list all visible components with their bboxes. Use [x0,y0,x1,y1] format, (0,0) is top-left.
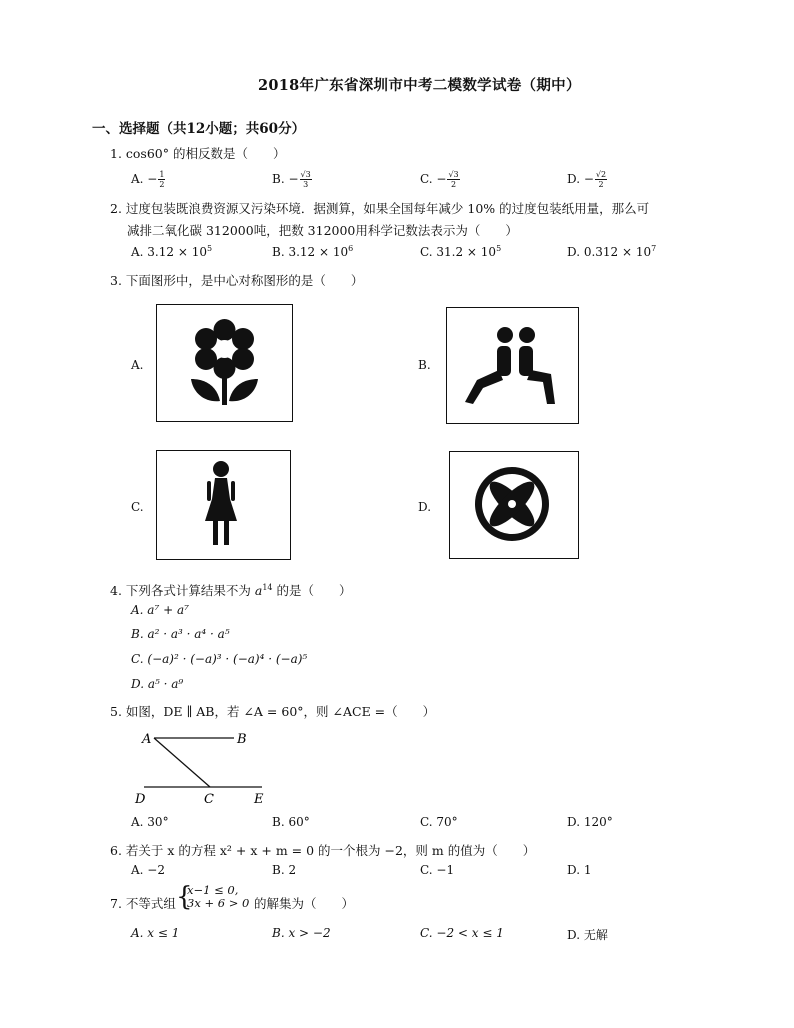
section-heading: 一、选择题（共12小题；共60分） [92,121,306,137]
q5-option-d[interactable]: D. 120° [567,815,613,829]
q3-stem: 3. 下面图形中，是中心对称图形的是（ ） [110,273,364,288]
q7-stem-pre: 7. 不等式组 [110,896,176,911]
q7-option-b[interactable]: B. x > −2 [272,926,331,940]
q5-option-c[interactable]: C. 70° [420,815,458,829]
q4-option-c[interactable]: C. (−a)² · (−a)³ · (−a)⁴ · (−a)⁵ [131,652,308,666]
q7-system-row2: 3x + 6 > 0 [187,896,250,910]
q1-stem: 1. cos60° 的相反数是（ ） [110,146,286,161]
q3-option-a-label[interactable]: A. [131,358,144,372]
q2-stem-line2: 减排二氧化碳 312000吨，把数 312000用科学记数法表示为（ ） [127,223,518,238]
q2-option-b[interactable]: B. $3.12 \times 10^6$ [272,244,354,259]
q7-option-d[interactable]: D. 无解 [567,928,608,942]
label-b: B [237,732,247,747]
q3-figure-circle-petals[interactable] [449,451,579,559]
q4-option-d[interactable]: D. a⁵ · a⁹ [131,677,184,691]
q3-figure-flower[interactable] [156,304,293,422]
q7-brace: { [176,882,193,912]
q1-option-d[interactable]: D. − $\frac{√2}{2}$ [567,170,607,189]
page-title: 2018年广东省深圳市中考二模数学试卷（期中） [258,77,581,94]
segment-ac [154,738,210,787]
q6-option-c[interactable]: C. −1 [420,863,455,877]
q4-option-b[interactable]: B. a² · a³ · a⁴ · a⁵ [131,627,230,641]
label-d: D [135,792,146,807]
q1-option-a[interactable]: A. − $\frac{1}{2}$ [131,170,165,189]
q5-option-b[interactable]: B. 60° [272,815,310,829]
q3-option-d-label[interactable]: D. [418,500,432,514]
label-e: E [254,792,264,807]
q6-option-a[interactable]: A. −2 [131,863,165,877]
label-c: C [204,792,214,807]
q6-option-b[interactable]: B. 2 [272,863,297,877]
woman-icon [157,451,290,559]
flower-icon [157,305,292,421]
q5-stem: 5. 如图，DE ∥ AB，若 ∠A = 60°，则 ∠ACE =（ ） [110,704,436,719]
q2-option-c[interactable]: C. $31.2 \times 10^5$ [420,244,502,259]
q7-option-a[interactable]: A. x ≤ 1 [131,926,180,940]
q1-option-b[interactable]: B. − $\frac{√3}{3}$ [272,170,311,189]
label-a: A [142,732,152,747]
q6-option-d[interactable]: D. 1 [567,863,592,877]
seated-people-icon [447,308,578,423]
q2-stem-line1: 2. 过度包装既浪费资源又污染环境．据测算，如果全国每年减少 10% 的过度包装纸用量，那么可 [110,201,650,216]
q6-stem: 6. 若关于 x 的方程 x² + x + m = 0 的一个根为 −2，则 m 的值为（ ） [110,843,536,858]
q4-option-a[interactable]: A. a⁷ + a⁷ [131,603,189,617]
q4-stem: 4. 下列各式计算结果不为 $a^{14}$ 的是（ ） [110,583,352,598]
q7-stem-post: 的解集为（ ） [254,896,355,911]
q2-option-a[interactable]: A. $3.12 \times 10^5$ [131,244,213,259]
q3-figure-woman[interactable] [156,450,291,560]
circle-petals-icon [450,452,578,558]
q5-figure [130,725,280,810]
q1-option-c[interactable]: C. − $\frac{√3}{2}$ [420,170,459,189]
q5-option-a[interactable]: A. 30° [131,815,169,829]
q7-option-c[interactable]: C. −2 < x ≤ 1 [420,926,504,940]
q7-system [187,884,249,910]
q3-option-b-label[interactable]: B. [418,358,431,372]
q3-option-c-label[interactable]: C. [131,500,144,514]
q2-option-d[interactable]: D. $0.312 \times 10^7$ [567,244,657,259]
q3-figure-seated-people[interactable] [446,307,579,424]
q7-system-row1: x−1 ≤ 0, [187,883,239,897]
